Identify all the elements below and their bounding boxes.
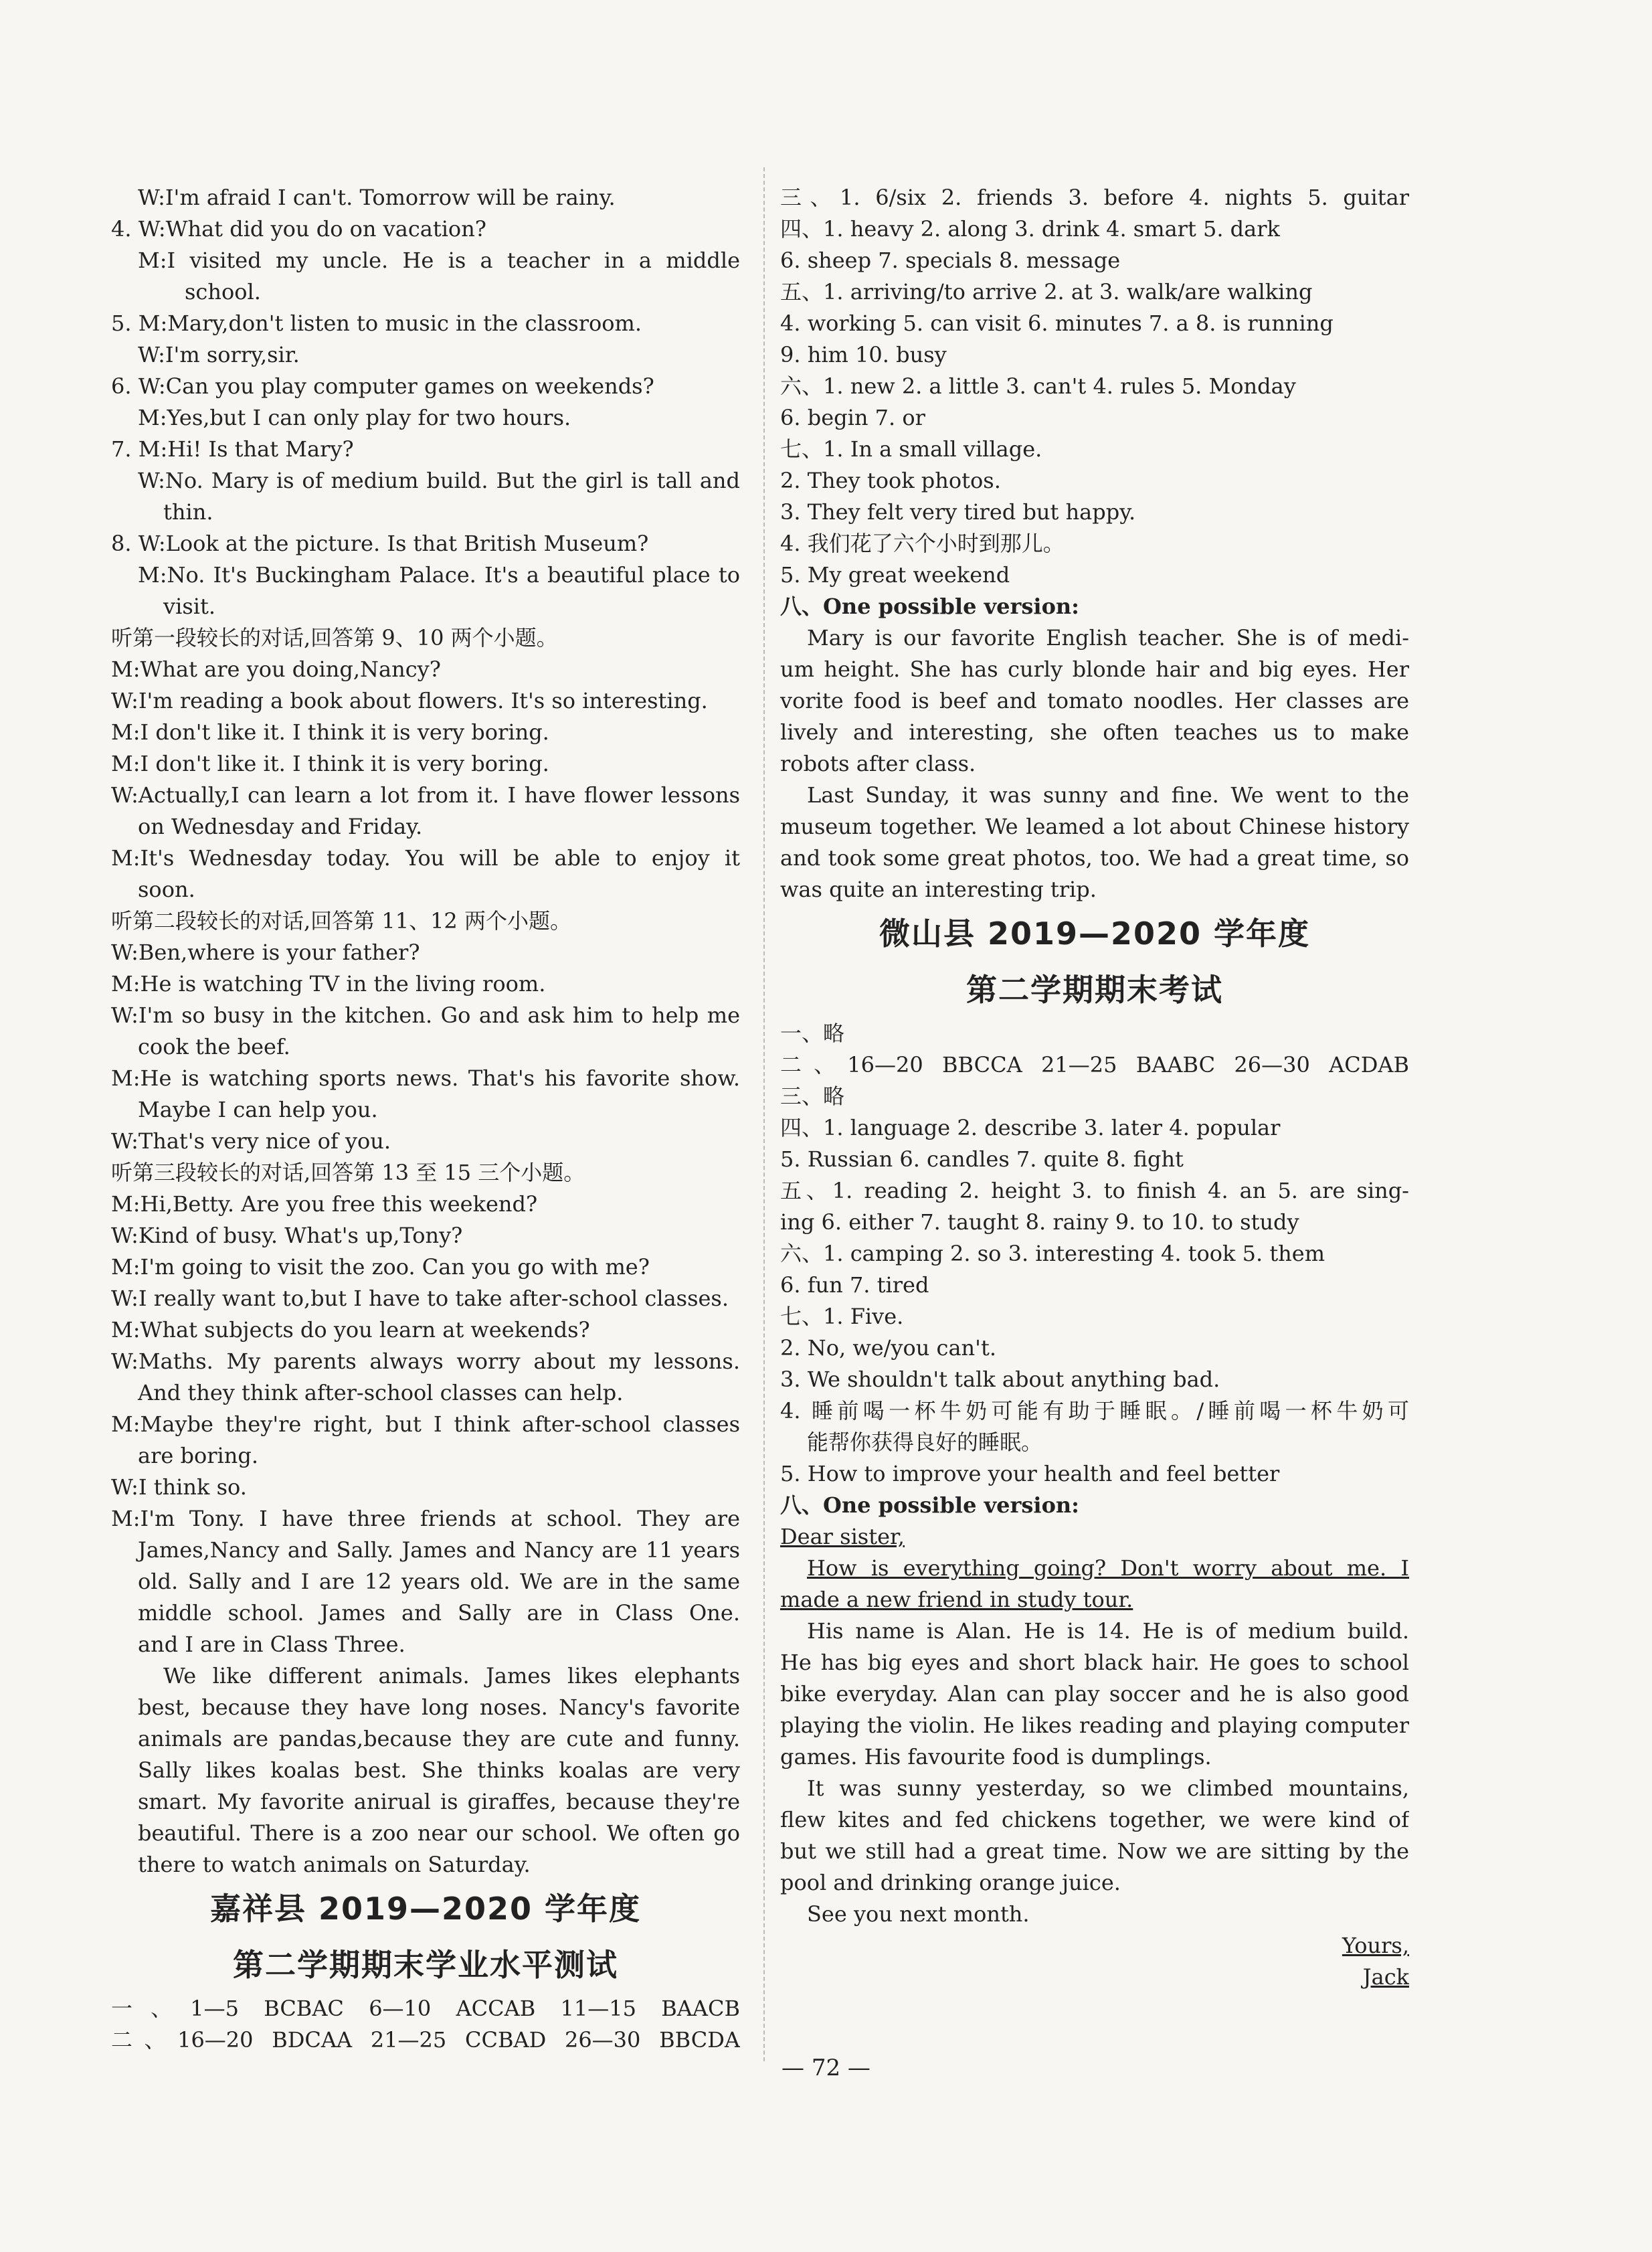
text-line: 六、1. new 2. a little 3. can't 4. rules 5. Monday (780, 373, 1296, 399)
text-line: W:Maths. My parents always worry about my lessons. (111, 1349, 740, 1374)
text-line: middle school. James and Sally are in Class One. (138, 1600, 740, 1626)
text-line: 5. How to improve your health and feel better (780, 1461, 1280, 1486)
text-line: M:He is watching sports news. That's his favorite show. (111, 1065, 740, 1091)
text-line: M:I don't like it. I think it is very boring. (111, 719, 549, 745)
text-line: 八、One possible version: (780, 594, 1079, 619)
text-line: school. (185, 279, 261, 305)
text-line: museum together. We leamed a lot about Chinese history (780, 814, 1409, 839)
right-column (780, 182, 1409, 1993)
text-line: animals are pandas,because they are cute and funny. (138, 1726, 740, 1751)
text-line: 四、1. heavy 2. along 3. drink 4. smart 5. dark (780, 216, 1280, 242)
text-line: And they think after-school classes can help. (138, 1380, 624, 1405)
text-line: 4. 我们花了六个小时到那儿。 (780, 531, 1065, 556)
text-line: lively and interesting, she often teaches us to make (780, 719, 1409, 745)
text-line: M:What are you doing,Nancy? (111, 657, 441, 682)
text-line: His name is Alan. He is 14. He is of medium build. (807, 1618, 1409, 1644)
text-line: 6. W:Can you play computer games on weekends? (111, 373, 654, 399)
text-line: 七、1. Five. (780, 1304, 904, 1329)
text-line: games. His favourite food is dumplings. (780, 1744, 1212, 1769)
text-line: there to watch animals on Saturday. (138, 1852, 531, 1877)
text-line: 4. working 5. can visit 6. minutes 7. a 8. is running (780, 311, 1334, 336)
text-line: smart. My favorite anirual is giraffes, because they're (138, 1789, 740, 1814)
section-heading: 嘉祥县 2019—2020 学年度 (209, 1891, 642, 1927)
text-line: playing the violin. He likes reading and playing computer (780, 1713, 1409, 1738)
section-heading: 第二学期期末考试 (966, 972, 1223, 1008)
text-line: W:I really want to,but I have to take after-school classes. (111, 1286, 729, 1311)
text-line: 5. My great weekend (780, 562, 1010, 588)
text-line: 四、1. language 2. describe 3. later 4. popular (780, 1115, 1281, 1140)
text-line: See you next month. (807, 1901, 1030, 1927)
text-line: Sally likes koalas best. She thinks koalas are very (138, 1757, 740, 1783)
text-line: M:What subjects do you learn at weekends? (111, 1317, 590, 1342)
text-line: 二、16—20 BBCCA 21—25 BAABC 26—30 ACDAB (780, 1052, 1409, 1077)
text-line: Maybe I can help you. (138, 1097, 378, 1122)
text-line: 3. We shouldn't talk about anything bad. (780, 1367, 1220, 1392)
text-line: M:It's Wednesday today. You will be able to enjoy it (111, 845, 740, 871)
text-line: 八、One possible version: (780, 1492, 1079, 1518)
text-line: beautiful. There is a zoo near our school. We often go (138, 1820, 740, 1846)
text-line: 三、1. 6/six 2. friends 3. before 4. nights 5. guitar (780, 185, 1409, 210)
text-line: W:I'm afraid I can't. Tomorrow will be rainy. (138, 185, 616, 210)
text-line: bike everyday. Alan can play soccer and he is also good (780, 1681, 1409, 1707)
text-line: cook the beef. (138, 1034, 290, 1059)
text-line: 一、1—5 BCBAC 6—10 ACCAB 11—15 BAACB (111, 1996, 740, 2021)
text-line: Jack (1362, 1964, 1409, 1990)
text-line: 三、略 (780, 1084, 845, 1109)
text-line: 二、16—20 BDCAA 21—25 CCBAD 26—30 BBCDA (111, 2027, 740, 2053)
text-line: M:Maybe they're right, but I think after-school classes (111, 1411, 740, 1437)
text-line: Mary is our favorite English teacher. She is of medi- (807, 625, 1409, 651)
section-heading: 第二学期期末学业水平测试 (233, 1947, 618, 1983)
text-line: 听第二段较长的对话,回答第 11、12 两个小题。 (111, 908, 571, 934)
text-line: W:I'm so busy in the kitchen. Go and ask him to help me (111, 1003, 740, 1028)
text-line: 2. They took photos. (780, 468, 1001, 493)
section-heading: 微山县 2019—2020 学年度 (879, 916, 1311, 952)
text-line: old. Sally and I are 12 years old. We are in the same (138, 1569, 740, 1594)
text-line: 一、略 (780, 1021, 845, 1046)
text-line: flew kites and fed chickens together, we were kind of (780, 1807, 1409, 1832)
text-line: W:Ben,where is your father? (111, 940, 420, 965)
text-line: are boring. (138, 1443, 259, 1468)
text-line: ing 6. either 7. taught 8. rainy 9. to 10. to study (780, 1209, 1299, 1235)
text-line: W:Actually,I can learn a lot from it. I have flower lessons (111, 782, 740, 808)
text-line: 七、1. In a small village. (780, 436, 1042, 462)
text-line: 能帮你获得良好的睡眠。 (807, 1430, 1043, 1455)
left-column (111, 182, 740, 2056)
text-line: 4. 睡前喝一杯牛奶可能有助于睡眠。/睡前喝一杯牛奶可 (780, 1398, 1409, 1423)
text-line: W:No. Mary is of medium build. But the girl is tall and (138, 468, 740, 493)
text-line: 听第一段较长的对话,回答第 9、10 两个小题。 (111, 625, 558, 651)
text-line: Last Sunday, it was sunny and fine. We went to the (807, 782, 1409, 808)
text-line: 8. W:Look at the picture. Is that British Museum? (111, 531, 649, 556)
text-line: thin. (163, 499, 213, 525)
page-number: — 72 — (782, 2055, 870, 2081)
text-line: M:I'm Tony. I have three friends at school. They are (111, 1506, 740, 1531)
text-line: 2. No, we/you can't. (780, 1335, 996, 1361)
text-line: but we still had a great time. Now we are sitting by the (780, 1838, 1409, 1864)
text-line: on Wednesday and Friday. (138, 814, 423, 839)
text-line: Yours, (1342, 1933, 1409, 1958)
text-line: James,Nancy and Sally. James and Nancy are 11 years (138, 1537, 740, 1563)
text-line: 5. Russian 6. candles 7. quite 8. fight (780, 1146, 1184, 1172)
text-line: 6. begin 7. or (780, 405, 925, 430)
text-line: made a new friend in study tour. (780, 1587, 1133, 1612)
text-line: How is everything going? Don't worry about me. I (807, 1555, 1409, 1581)
text-line: W:Kind of busy. What's up,Tony? (111, 1223, 463, 1248)
text-line: W:I'm sorry,sir. (138, 342, 300, 367)
text-line: was quite an interesting trip. (780, 877, 1097, 902)
text-line: pool and drinking orange juice. (780, 1870, 1121, 1895)
text-line: M:Hi,Betty. Are you free this weekend? (111, 1191, 538, 1217)
text-line: um height. She has curly blonde hair and big eyes. Her (780, 657, 1409, 682)
text-line: 7. M:Hi! Is that Mary? (111, 436, 354, 462)
text-line: W:I'm reading a book about flowers. It's so interesting. (111, 688, 708, 713)
text-line: robots after class. (780, 751, 976, 776)
text-line: Dear sister, (780, 1524, 905, 1549)
text-line: 五、1. reading 2. height 3. to finish 4. an 5. are sing- (780, 1178, 1409, 1203)
text-line: M:I don't like it. I think it is very boring. (111, 751, 549, 776)
text-line: W:That's very nice of you. (111, 1128, 391, 1154)
text-line: M:I'm going to visit the zoo. Can you go with me? (111, 1254, 650, 1280)
text-line: It was sunny yesterday, so we climbed mountains, (807, 1775, 1409, 1801)
text-line: M:Yes,but I can only play for two hours. (138, 405, 571, 430)
text-line: 听第三段较长的对话,回答第 13 至 15 三个小题。 (111, 1160, 585, 1185)
text-line: W:I think so. (111, 1474, 247, 1500)
text-line: 6. sheep 7. specials 8. message (780, 248, 1121, 273)
column-divider (763, 167, 765, 2061)
text-line: 3. They felt very tired but happy. (780, 499, 1136, 525)
text-line: and took some great photos, too. We had a great time, so (780, 845, 1409, 871)
text-line: He has big eyes and short black hair. He goes to school (780, 1650, 1409, 1675)
text-line: M:I visited my uncle. He is a teacher in a middle (138, 248, 740, 273)
text-line: 6. fun 7. tired (780, 1272, 929, 1298)
text-line: 5. M:Mary,don't listen to music in the classroom. (111, 311, 642, 336)
text-line: and I are in Class Three. (138, 1632, 405, 1657)
text-line: We like different animals. James likes elephants (163, 1663, 740, 1688)
text-line: 9. him 10. busy (780, 342, 947, 367)
text-line: 六、1. camping 2. so 3. interesting 4. took 5. them (780, 1241, 1325, 1266)
text-line: 五、1. arriving/to arrive 2. at 3. walk/are walking (780, 279, 1313, 305)
text-line: visit. (163, 594, 215, 619)
text-line: M:No. It's Buckingham Palace. It's a beautiful place to (138, 562, 740, 588)
text-line: vorite food is beef and tomato noodles. Her classes are (780, 688, 1409, 713)
text-line: best, because they have long noses. Nancy's favorite (138, 1695, 740, 1720)
text-line: M:He is watching TV in the living room. (111, 971, 546, 997)
text-line: soon. (138, 877, 195, 902)
text-line: 4. W:What did you do on vacation? (111, 216, 486, 242)
